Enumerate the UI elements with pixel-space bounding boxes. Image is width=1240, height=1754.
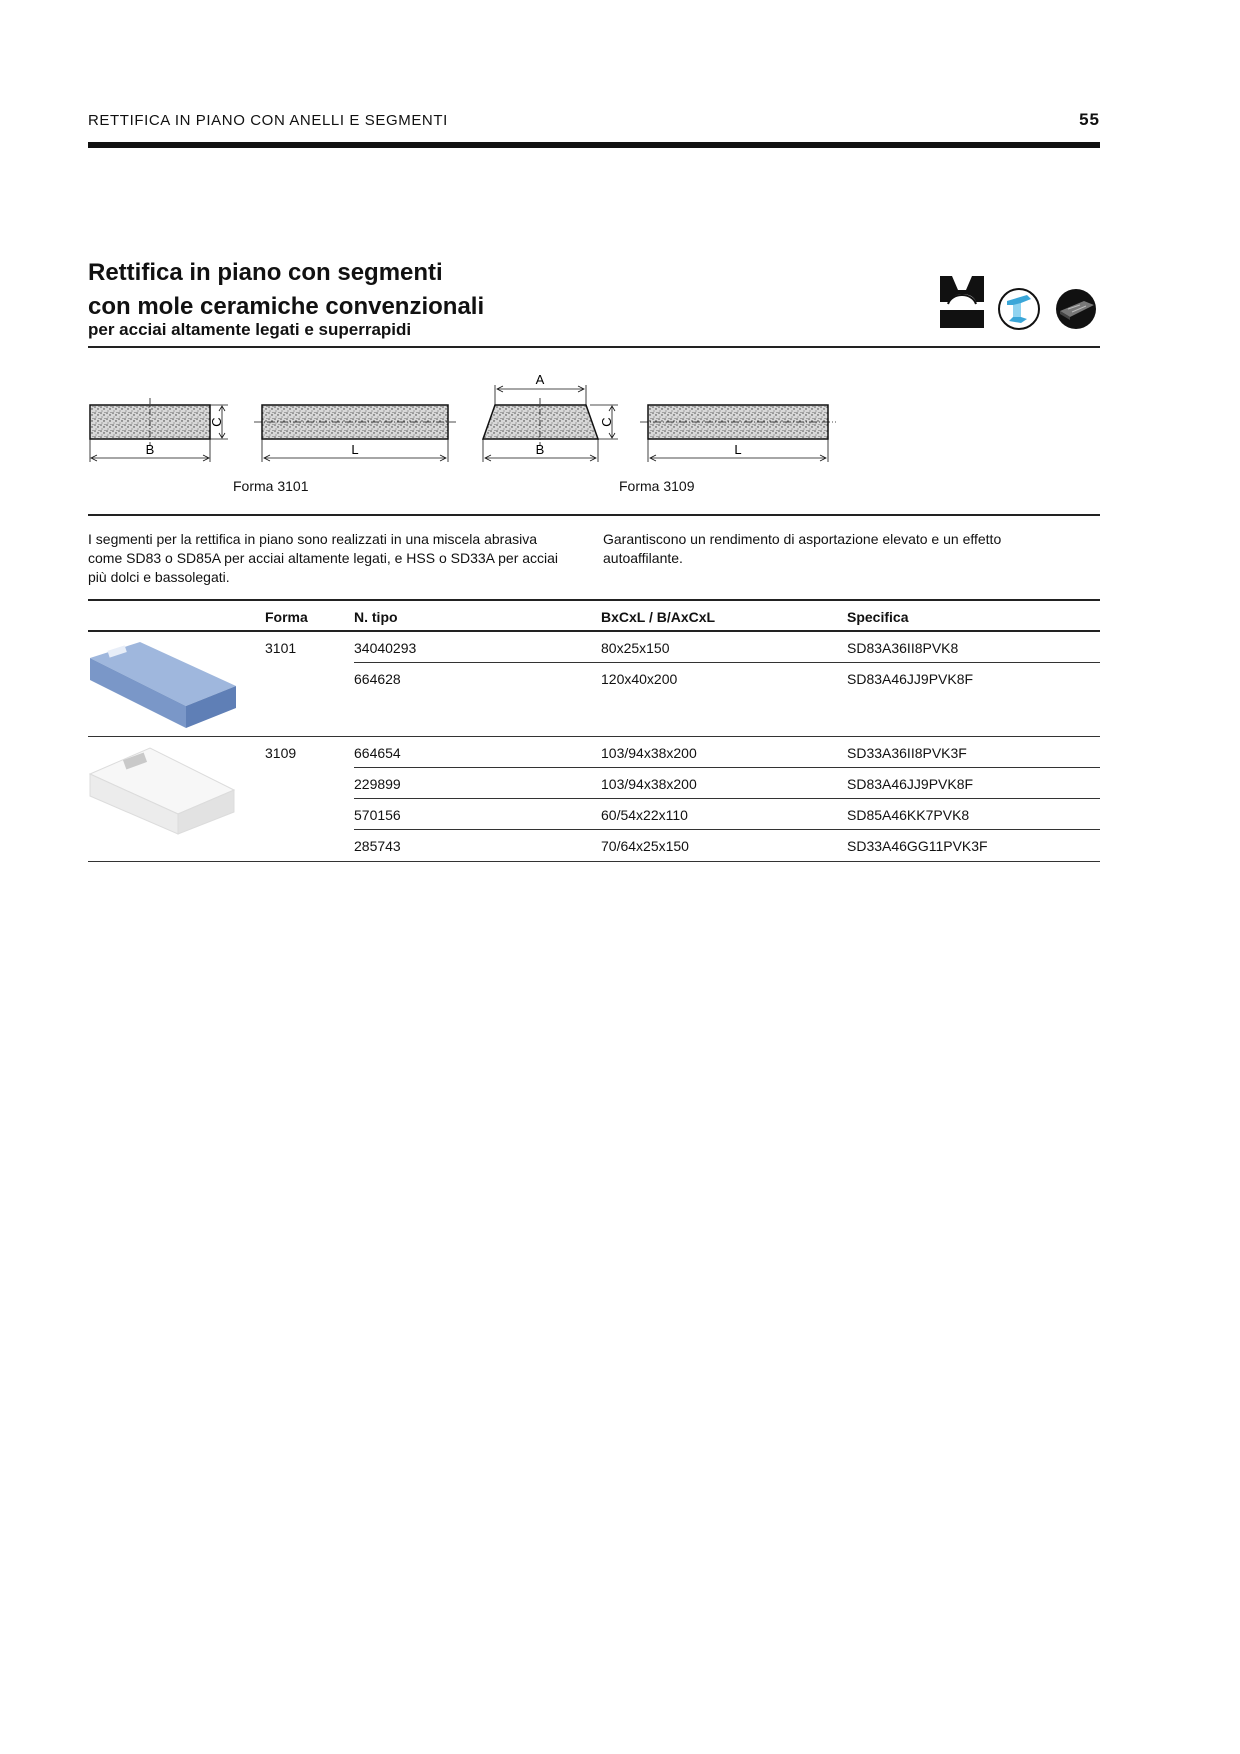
group1-forma: 3101: [265, 640, 297, 656]
col-header-dimensions: BxCxL / B/AxCxL: [601, 609, 716, 625]
row-divider: [354, 662, 1100, 663]
table-cell-dimensions: 103/94x38x200: [601, 745, 697, 761]
dim-label-c: C: [209, 417, 224, 427]
table-cell-spec: SD33A46GG11PVK3F: [847, 838, 988, 854]
table-cell-tipo: 229899: [354, 776, 401, 792]
table-cell-tipo: 285743: [354, 838, 401, 854]
section-header-title: RETTIFICA IN PIANO CON ANELLI E SEGMENTI: [88, 112, 448, 129]
diagram-forma-3109: [478, 370, 858, 470]
page-subtitle: per acciai altamente legati e superrapidi: [88, 320, 412, 339]
dim-label-a: A: [535, 372, 545, 387]
dim-label-l: L: [351, 442, 359, 457]
title-rule: [88, 346, 1100, 348]
caption-forma-3109: Forma 3109: [619, 478, 695, 494]
table-top-rule: [88, 599, 1100, 601]
product-image-blue-segment: [88, 636, 238, 732]
table-cell-spec: SD83A46JJ9PVK8F: [847, 776, 974, 792]
product-image-white-segment: [88, 742, 238, 838]
diagram-rule: [88, 514, 1100, 516]
table-cell-spec: SD83A36II8PVK8: [847, 640, 959, 656]
description-left: I segmenti per la rettifica in piano sono realizzati in una miscela abrasiva come SD83 o SD85A per acciai altamente legati, e HSS o SD33A per acciai più dolci e bassolegati.: [88, 531, 559, 585]
table-cell-spec: SD33A36II8PVK3F: [847, 745, 967, 761]
dim-label-b: B: [535, 442, 545, 457]
steel-profile-icon: [997, 287, 1041, 331]
dim-label-b: B: [145, 442, 155, 457]
group-divider: [88, 736, 1100, 737]
col-header-tipo: N. tipo: [354, 609, 398, 625]
page-number: 55: [1079, 110, 1100, 129]
table-cell-dimensions: 103/94x38x200: [601, 776, 697, 792]
table-cell-tipo: 34040293: [354, 640, 417, 656]
title-line-2: con mole ceramiche convenzionali: [88, 293, 485, 320]
header-rule: [88, 142, 1100, 148]
row-divider: [354, 798, 1100, 799]
table-cell-dimensions: 70/64x25x150: [601, 838, 689, 854]
row-divider: [354, 829, 1100, 830]
page-title: [88, 256, 484, 324]
col-header-spec: Specifica: [847, 609, 909, 625]
col-header-forma: Forma: [265, 609, 308, 625]
diagram-forma-3101: [88, 370, 488, 470]
table-cell-tipo: 664628: [354, 671, 401, 687]
table-cell-spec: SD85A46KK7PVK8: [847, 807, 970, 823]
title-line-1: Rettifica in piano con segmenti: [88, 259, 443, 286]
table-header-rule: [88, 630, 1100, 632]
sheet-metal-icon: [1054, 287, 1098, 331]
description-right: Garantiscono un rendimento di asportazione elevato e un effetto autoaffilante.: [603, 531, 1002, 566]
table-cell-dimensions: 80x25x150: [601, 640, 670, 656]
table-cell-spec: SD83A46JJ9PVK8F: [847, 671, 974, 687]
dim-label-c: C: [599, 417, 614, 427]
caption-forma-3101: Forma 3101: [233, 478, 309, 494]
row-divider: [354, 767, 1100, 768]
dim-label-l: L: [734, 442, 742, 457]
grinding-wheel-icon: [938, 274, 988, 332]
table-bottom-rule: [88, 861, 1100, 862]
table-cell-dimensions: 60/54x22x110: [601, 807, 688, 823]
table-cell-tipo: 664654: [354, 745, 401, 761]
group2-forma: 3109: [265, 745, 297, 761]
table-cell-dimensions: 120x40x200: [601, 671, 678, 687]
table-cell-tipo: 570156: [354, 807, 401, 823]
